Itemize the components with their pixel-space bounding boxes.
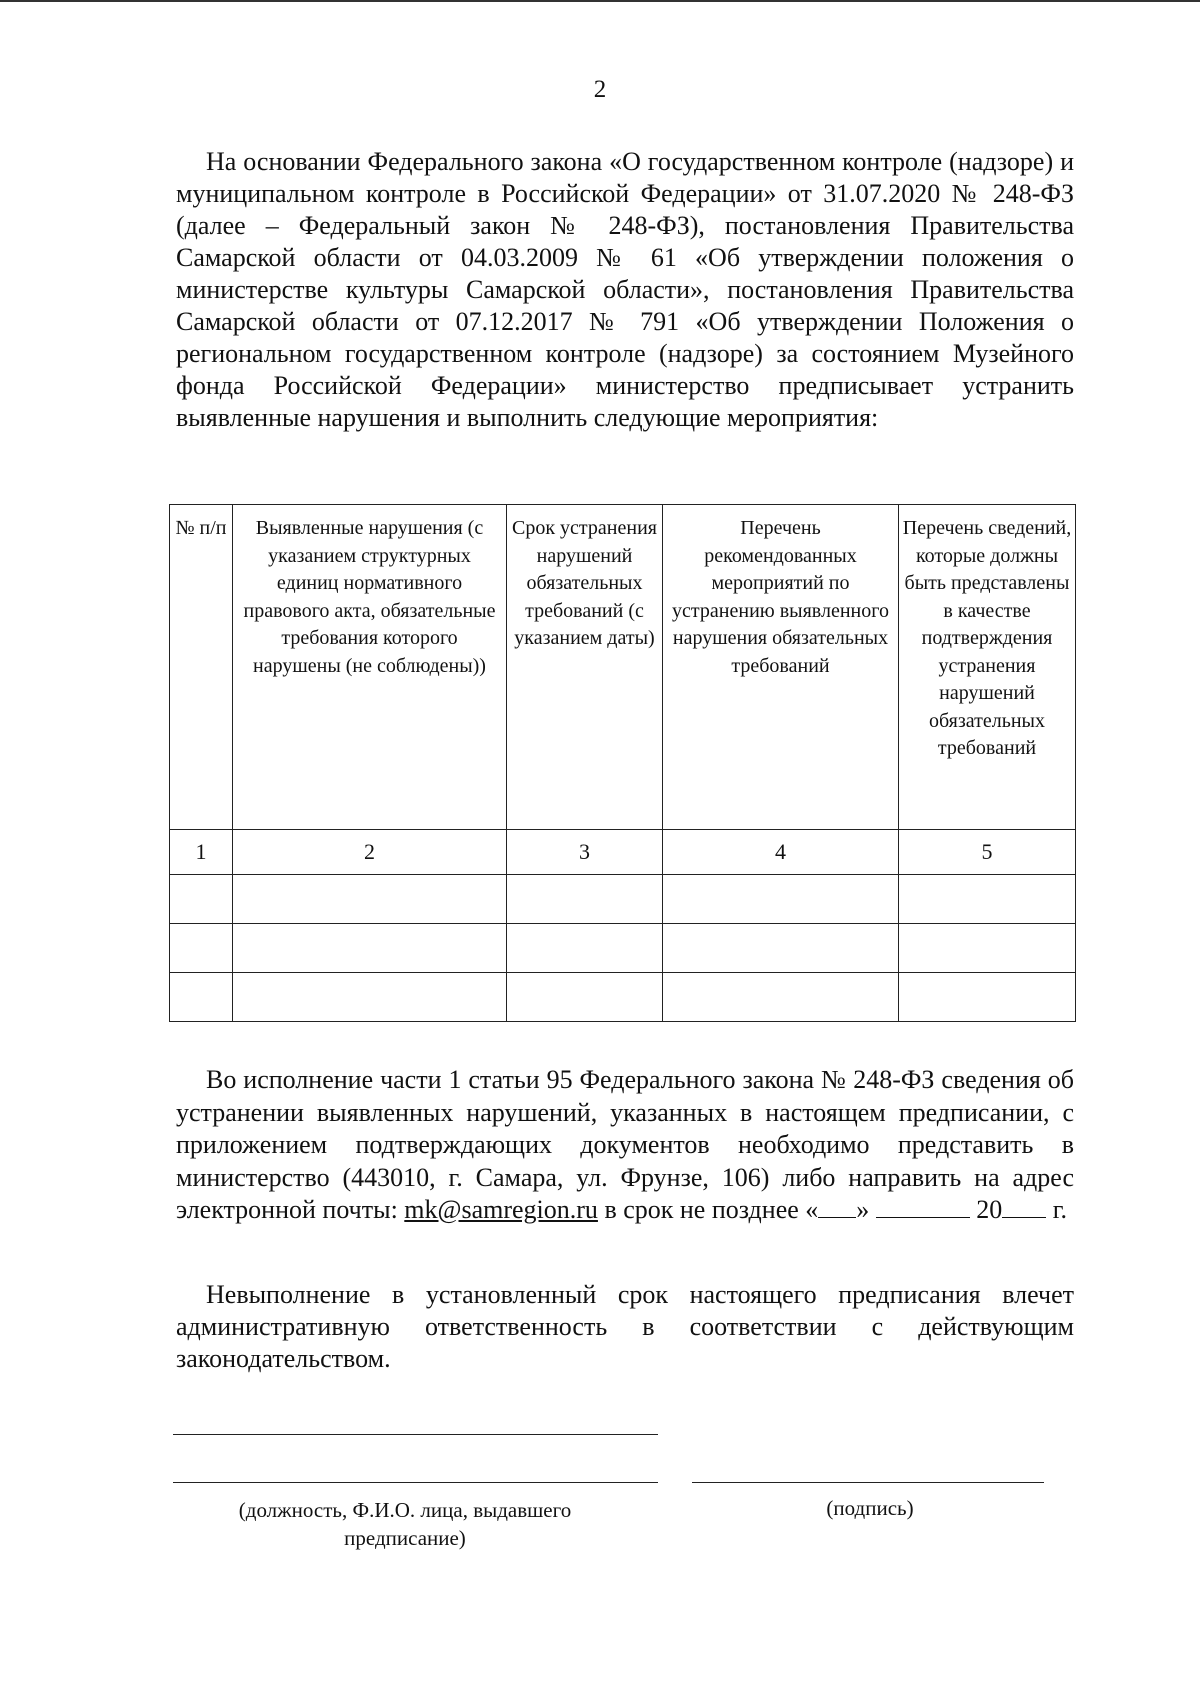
table-cell — [507, 875, 663, 924]
position-name-line — [173, 1482, 658, 1483]
header-number: № п/п — [170, 505, 233, 830]
table-cell — [899, 924, 1076, 973]
table-cell — [233, 924, 507, 973]
table-cell — [507, 924, 663, 973]
table-cell — [663, 973, 899, 1022]
column-number: 2 — [233, 830, 507, 875]
header-measures: Перечень рекомендованных мероприятий по устранению выявленного нарушения обязательных требований — [663, 505, 899, 830]
table-row — [170, 875, 1076, 924]
email-link[interactable]: mk@samregion.ru — [404, 1195, 598, 1224]
page-top-border — [0, 0, 1200, 2]
column-number-row — [170, 830, 1076, 875]
intro-paragraph: На основании Федерального закона «О государственном контроле (надзоре) и муниципальном контроле в Российской Федерации» от 31.07.2020 № 248-ФЗ (далее – Федеральный закон № 248-ФЗ), постановления Правительства Самарской области от 04.03.2009 № 61 «Об утверждении положения о министерстве культуры Самарской области», постановления Правительства Самарской области от 07.12.2017 № 791 «Об утверждении Положения о региональном государственном контроле (надзоре) за состоянием Музейного фонда Российской Федерации» министерство предписывает устранить выявленные нарушения и выполнить следующие мероприятия: — [176, 147, 1074, 432]
table-cell — [170, 924, 233, 973]
execution-paragraph — [176, 1064, 1074, 1227]
column-number: 1 — [170, 830, 233, 875]
column-number: 3 — [507, 830, 663, 875]
page-number: 2 — [593, 76, 607, 103]
table-cell — [233, 875, 507, 924]
year-suffix: г. — [1052, 1195, 1068, 1224]
requirements-table — [169, 504, 1076, 1022]
header-deadline: Срок устранения нарушений обязательных требований (с указанием даты) — [507, 505, 663, 830]
signature-caption: (подпись) — [826, 1496, 914, 1520]
deadline-prefix: в срок не позднее « — [604, 1195, 819, 1224]
table-cell — [507, 973, 663, 1022]
table-cell — [170, 875, 233, 924]
column-number: 5 — [899, 830, 1076, 875]
table-cell — [899, 875, 1076, 924]
table-cell — [233, 973, 507, 1022]
signature-line-upper — [173, 1434, 658, 1435]
day-blank — [818, 1195, 856, 1218]
year-blank — [1002, 1195, 1046, 1218]
column-number: 4 — [663, 830, 899, 875]
table-row — [170, 924, 1076, 973]
table-row — [170, 973, 1076, 1022]
header-information: Перечень сведений, которые должны быть представлены в качестве подтверждения устранения нарушений обязательных требований — [899, 505, 1076, 830]
table-cell — [663, 924, 899, 973]
position-caption: (должность, Ф.И.О. лица, выдавшего предписание) — [238, 1498, 572, 1550]
table-cell — [899, 973, 1076, 1022]
table-cell — [170, 973, 233, 1022]
deadline-quote-close: » — [856, 1195, 870, 1224]
table-cell — [663, 875, 899, 924]
header-violations: Выявленные нарушения (с указанием структурных единиц нормативного правового акта, обязательные требования которого нарушены (не соблюдены)) — [233, 505, 507, 830]
year-prefix: 20 — [976, 1195, 1003, 1224]
month-blank — [876, 1195, 970, 1218]
warning-paragraph: Невыполнение в установленный срок настоящего предписания влечет административную ответственность в соответствии с действующим законодательством. — [176, 1280, 1074, 1373]
signature-line — [692, 1482, 1044, 1483]
execution-text: Во исполнение части 1 статьи 95 Федерального закона № 248-ФЗ сведения об устранении выявленных нарушений, указанных в настоящем предписании, с приложением подтверждающих документов необходимо представить в министерство (443010, г. Самара, ул. Фрунзе, 106) либо направить на адрес электронной почты: — [176, 1065, 1074, 1224]
table-header-row — [170, 505, 1076, 830]
